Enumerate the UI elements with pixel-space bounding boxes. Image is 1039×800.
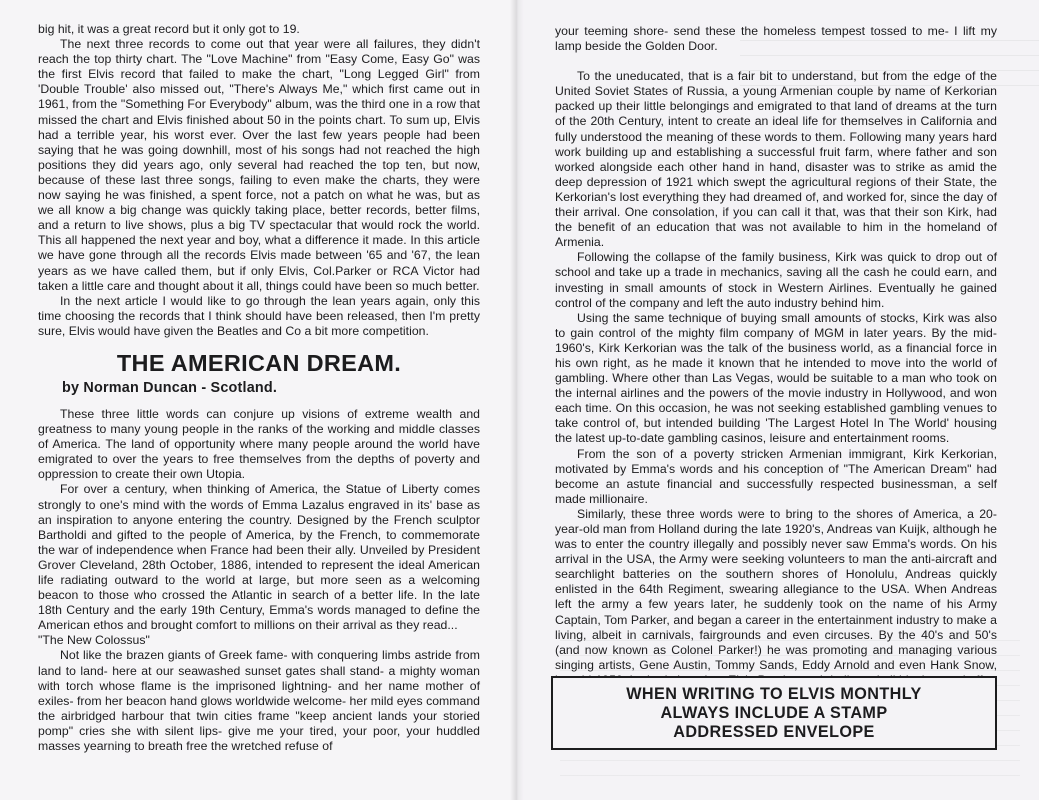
left-paragraph: big hit, it was a great record but it only got to 19. (38, 22, 300, 36)
writing-notice-box (551, 676, 997, 750)
poem-text-continued: your teeming shore- send these the homeless tempest tossed to me- I lift my lamp beside the Golden Door. (555, 24, 997, 54)
right-paragraph: Using the same technique of buying small amounts of stocks, Kirk was also to gain control of the mighty film company of MGM in later years. By the mid-1960's, Kirk Kerkorian was the talk of the business world, as a financial force in his own right, as he made it known that he intended to move into the world of gambling. Where other than Las Vegas, would be suitable to a man who took on the internal airlines and the powers of the movie industry in Hollywood, and won each time. On this occasion, he was not seeking established gambling venues to take control of, but intended building 'The Largest Hotel In The World' housing the latest up-to-date gambling casinos, leisure and entertainment rooms. (555, 310, 997, 446)
left-column (38, 22, 480, 754)
poem-title: "The New Colossus" (38, 633, 150, 648)
right-paragraph: Following the collapse of the family business, Kirk was quick to drop out of school and take up a trade in mechanics, saving all the cash he could earn, and investing in small amounts of stock in Western Airlines. Eventually he gained control of the company and left the auto industry behind him. (555, 250, 997, 310)
right-paragraph: Similarly, these three words were to bring to the shores of America, a 20-year-old man from Holland during the late 1920's, Andreas van Kuijk, although he was to enter the country illegally and possibly never saw Emma's words. On his arrival in the USA, the Army were seeking volunteers to man the anti-aircraft and searchlight batteries on the southern shores of Honolulu, Andreas quickly enlisted in the 64th Regiment, swearing allegiance to the USA. When Andreas left the army a few years later, he suddenly took on the name of his Army Captain, Tom Parker, and began a career in the entertainment industry to make a living, albeit in carnivals, fairgrounds and even circuses. By the 40's and 50's (and now known as Colonel Parker!) he was promoting and managing various singing artists, Gene Austin, Tommy Sands, Eddy Arnold and even Hank Snow, (555, 506, 997, 672)
notice-line: ADDRESSED ENVELOPE (673, 722, 875, 741)
article-byline: by Norman Duncan - Scotland. (62, 379, 278, 396)
notice-line: WHEN WRITING TO ELVIS MONTHLY (626, 684, 922, 703)
right-column (555, 24, 997, 703)
poem-text: Not like the brazen giants of Greek fame- with conquering limbs astride from land to land- here at our seawashed sunset gates shall stand- a mighty woman with torch whose flame is the imprisoned lightning- and her name mother of exiles- from her beacon hand glows worldwide welcome- her mild eyes command the airbridged harbour that twin cities frame "keep ancient lands your storied pomp" cries she with silent lips- give me your tired, your poor, your huddled masses yearning to breath free the wretched refuse of (38, 648, 481, 754)
right-paragraph: From the son of a poverty stricken Armenian immigrant, Kirk Kerkorian, motivated by Emma's words and his conception of "The American Dream" had become an astute financial and successfully respected businessman, a self made millionaire. (555, 446, 997, 506)
article-headline: THE AMERICAN DREAM. (116, 349, 402, 376)
notice-line: ALWAYS INCLUDE A STAMP (660, 703, 888, 722)
article-paragraph: For over a century, when thinking of America, the Statue of Liberty comes strongly to one's mind with the words of Emma Lazalus engraved in its' base as an inspiration to anyone entering the country. Designed by the French sculptor Bartholdi and gifted to the people of America, by the French, to commemorate the war of independence when France had been their ally. Unveiled by President Grover Cleveland, 28th October, 1886, intended to represent the ideal American life radiating outward to the world at large, but more seen as a welcoming beacon to those who crossed the Atlantic in search of a better life. In the late 18th Century and the early 19th Century, Emma's words managed to define the American ethos and brought comfort to millions on their arrival as they read... (38, 482, 480, 633)
page-gutter (510, 0, 524, 800)
right-paragraph: To the uneducated, that is a fair bit to understand, but from the edge of the United Soviet States of Russia, a young Armenian couple by name of Kerkorian packed up their little belongings and emigrated to that land of dreams at the turn of the 20th Century, intent to create an ideal life for themselves in California and fully understood the meaning of these words to them. Following many years hard work building up and establishing a successful fruit farm, where father and son worked alongside each other hand in hand, disaster was to strike as amid the deep depression of 1921 which swept the agricultural regions of their State, the Kerkorian's lost everything they had dreamed of, and worked for, since the day of their arrival. One consolation, if you can call it that, was that their son Kirk, had the benefit of an education that was not available to him in the homeland of Armenia. (555, 69, 997, 250)
left-paragraph: The next three records to come out that year were all failures, they didn't reach the top thirty chart. The "Love Machine" from "Easy Come, Easy Go" was the first Elvis record that failed to make the chart, "Long Legged Girl" from 'Double Trouble' also missed out, "There's Always Me," which first came out in 1961, from the "Something For Everybody" album, was the third one in a row that missed the chart and Elvis finished about 50 in the points chart. To sum up, Elvis had a terrible year, his worst ever. Over the last few years people had been saying that he was going downhill, most of his songs had not reached the high positions they did years ago, only several had reached the top ten, but now, because of these last three songs, failing to even make the charts, they were now saying he was finished, a spent force, not a patch on what he was, but as we all know a big change was quickly taking place, better records, better films, and a return to live shows, plus a big TV spectacular that would rock the world. This all happened the next year and boy, what a difference it made. In this article we have gone through all the records Elvis made between '65 and '67, the lean years as we have called them, but if only Elvis, Col.Parker or RCA Victor had taken a little care and thought about it all, things could have been so much better. (38, 37, 480, 293)
article-paragraph: These three little words can conjure up visions of extreme wealth and greatness to many young people in the ranks of the working and middle classes of America. The land of opportunity where many people around the world have emigrated to over the years to free themselves from the depths of poverty and oppression to create their own Utopia. (38, 406, 480, 482)
left-paragraph: In the next article I would like to go through the lean years again, only this time choosing the records that I think should have been released, then I'm pretty sure, Elvis would have given the Beatles and Co a bit more competition. (38, 293, 480, 338)
